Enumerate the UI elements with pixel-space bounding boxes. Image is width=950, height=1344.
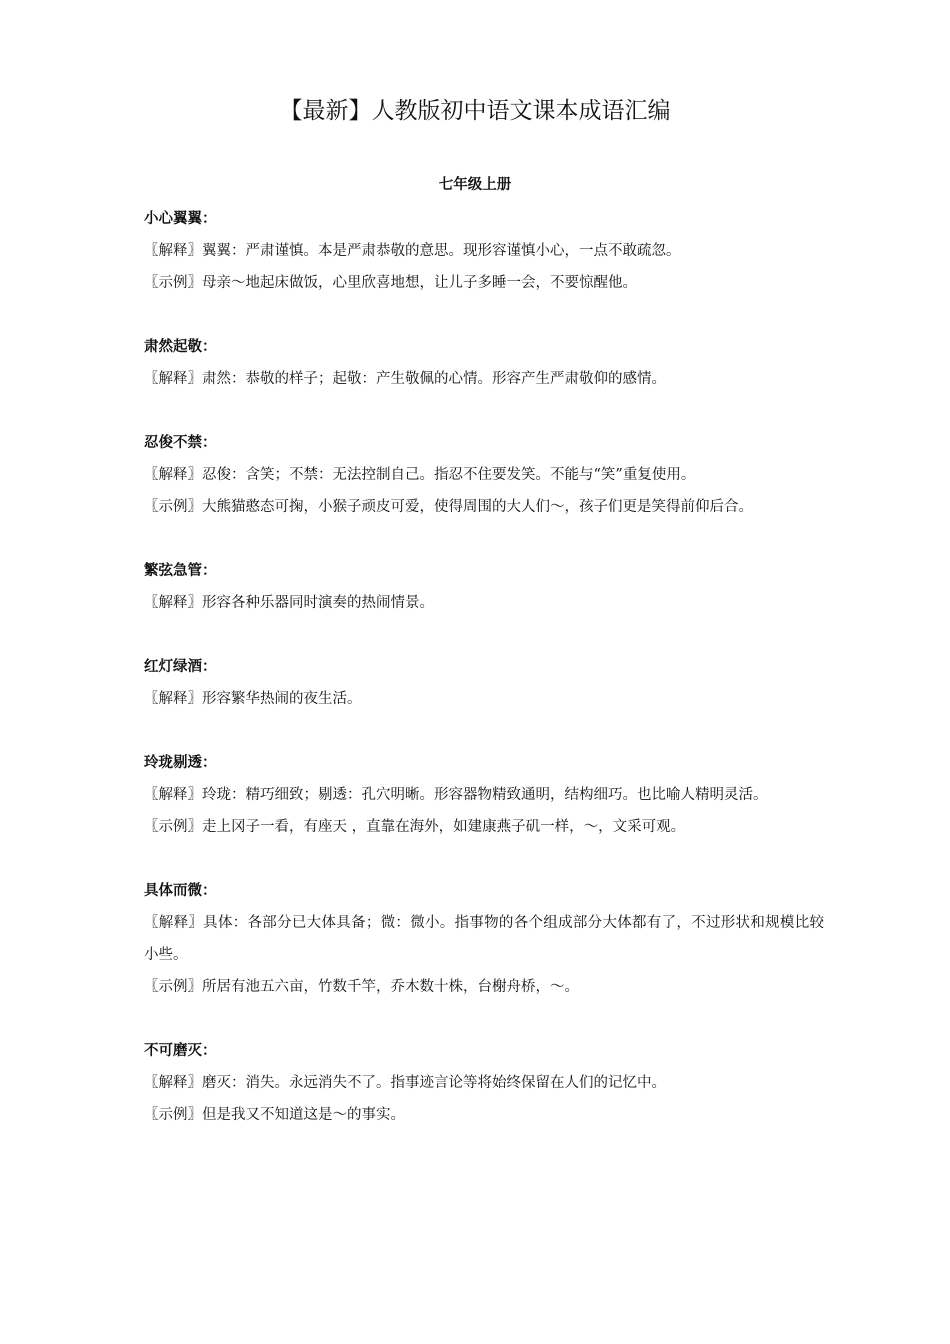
idiom-heading: 肃然起敬：	[144, 339, 217, 355]
idiom-example: 〖示例〗母亲～地起床做饭，心里欣喜地想，让儿子多睡一会，不要惊醒他。	[144, 275, 637, 291]
idiom-heading: 忍俊不禁：	[144, 435, 217, 451]
idiom-entry	[144, 1035, 824, 1131]
idiom-explanation: 〖解释〗形容繁华热闹的夜生活。	[144, 691, 362, 707]
idiom-entry	[144, 555, 824, 619]
section-title: 七年级上册	[438, 177, 512, 193]
idiom-explanation: 〖解释〗忍俊：含笑；不禁：无法控制自己。指忍不住要发笑。不能与“笑”重复使用。	[144, 467, 696, 483]
idiom-heading: 红灯绿酒：	[144, 659, 217, 675]
idiom-explanation: 〖解释〗形容各种乐器同时演奏的热闹情景。	[144, 595, 434, 611]
idiom-example: 〖示例〗但是我又不知道这是～的事实。	[144, 1107, 405, 1123]
idiom-entry	[144, 203, 824, 299]
idiom-heading: 小心翼翼：	[144, 211, 217, 227]
document-title: 【最新】人教版初中语文课本成语汇编	[279, 98, 671, 124]
idiom-heading: 玲珑剔透：	[144, 755, 217, 771]
idiom-example: 〖示例〗大熊猫憨态可掬，小猴子顽皮可爱，使得周围的大人们～，孩子们更是笑得前仰后合。	[144, 499, 753, 515]
idiom-heading: 不可磨灭：	[144, 1043, 217, 1059]
idiom-entry	[144, 651, 824, 715]
idiom-entry	[144, 331, 824, 395]
idiom-entry	[144, 427, 824, 523]
idiom-explanation: 〖解释〗翼翼：严肃谨慎。本是严肃恭敬的意思。现形容谨慎小心，一点不敢疏忽。	[144, 243, 681, 259]
idiom-heading: 具体而微：	[144, 883, 217, 899]
idiom-heading: 繁弦急管：	[144, 563, 217, 579]
idiom-explanation: 〖解释〗磨灭：消失。永远消失不了。指事迹言论等将始终保留在人们的记忆中。	[144, 1075, 666, 1091]
idiom-example: 〖示例〗走上冈子一看，有座天 ，直靠在海外，如建康燕子矶一样，～，文采可观。	[144, 819, 686, 835]
idiom-entry	[144, 875, 824, 1003]
idiom-entry	[144, 747, 824, 843]
idiom-explanation: 〖解释〗具体：各部分已大体具备；微：微小。指事物的各个组成部分大体都有了，不过形状和规模比较小些。	[144, 915, 824, 963]
idiom-explanation: 〖解释〗肃然：恭敬的样子；起敬：产生敬佩的心情。形容产生严肃敬仰的感情。	[144, 371, 666, 387]
idiom-explanation: 〖解释〗玲珑：精巧细致；剔透：孔穴明晰。形容器物精致通明，结构细巧。也比喻人精明灵活。	[144, 787, 768, 803]
idiom-entry-list	[144, 203, 824, 1163]
idiom-example: 〖示例〗所居有池五六亩，竹数千竿，乔木数十株，台榭舟桥，～。	[144, 979, 579, 995]
